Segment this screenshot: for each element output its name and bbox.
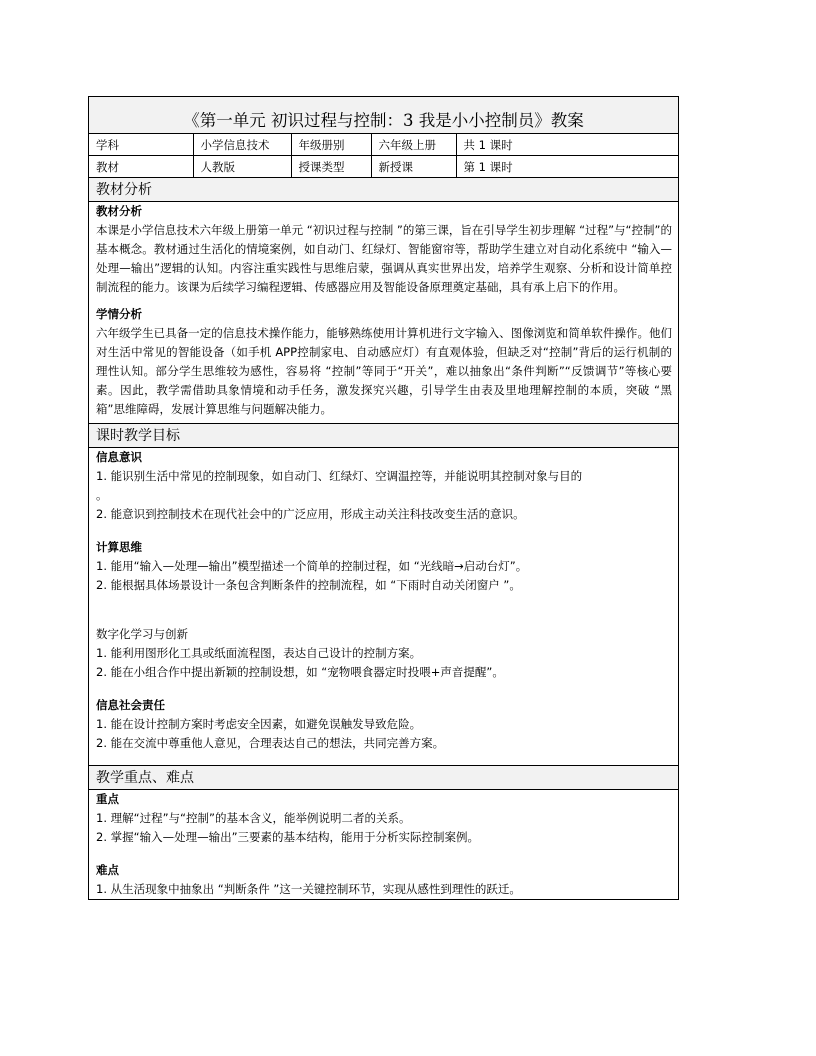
keypoints-heading: 教学重点、难点 [89, 766, 678, 790]
objective-item: 2. 能意识到控制技术在现代社会中的广泛应用，形成主动关注科技改变生活的意识。 [96, 507, 525, 521]
objective-group-title: 信息意识 [96, 450, 142, 464]
current-hour: 第 1 课时 [456, 156, 678, 178]
textbook-analysis-title: 教材分析 [96, 204, 142, 218]
objective-item: 。 [96, 488, 108, 502]
learner-analysis-text: 六年级学生已具备一定的信息技术操作能力，能够熟练使用计算机进行文字输入、图像浏览和简单软件操作。他们对生活中常见的智能设备（如手机 APP控制家电、自动感应灯）有直观体验，但缺乏对“控制”背后的运行机制的理性认知。部分学生思维较为感性，容易将 “控制”等同于“开关”，难以抽象出“条件判断”“反馈调节”等核心要素。因此，教学需借助具象情境和动手任务，激发探究兴趣，引导学生由表及里地理解控制的本质，突破 “黑箱”思维障碍，发展计算思维与问题解决能力。 [96, 326, 672, 416]
total-hours: 共 1 课时 [456, 134, 678, 156]
objectives-section [89, 424, 678, 766]
textbook-value: 人教版 [193, 156, 291, 178]
objective-item: 1. 能利用图形化工具或纸面流程图，表达自己设计的控制方案。 [96, 646, 422, 660]
info-table [89, 134, 678, 178]
keypoints-section [89, 766, 678, 899]
objective-group-title: 数字化学习与创新 [96, 627, 188, 641]
objective-item: 2. 能根据具体场景设计一条包含判断条件的控制流程，如 “下雨时自动关闭窗户 ”。 [96, 578, 521, 592]
focus-item: 1. 理解“过程”与“控制”的基本含义，能举例说明二者的关系。 [96, 811, 411, 825]
objective-group-title: 信息社会责任 [96, 698, 165, 712]
focus-item: 2. 掌握“输入—处理—输出”三要素的基本结构，能用于分析实际控制案例。 [96, 830, 480, 844]
title-row [89, 97, 678, 134]
objectives-heading: 课时教学目标 [89, 424, 678, 448]
difficulty-item: 1. 从生活现象中抽象出 “判断条件 ”这一关键控制环节，实现从感性到理性的跃迁。 [96, 882, 521, 896]
analysis-section [89, 178, 678, 424]
lesson-type-value: 新授课 [371, 156, 456, 178]
info-row-1 [89, 134, 678, 156]
difficulty-title: 难点 [96, 863, 119, 877]
learner-analysis-title: 学情分析 [96, 307, 142, 321]
document-title: 《第一单元 初识过程与控制：3 我是小小控制员》教案 [183, 111, 584, 130]
focus-title: 重点 [96, 792, 119, 806]
objective-item: 2. 能在小组合作中提出新颖的控制设想，如 “宠物喂食器定时投喂+声音提醒”。 [96, 665, 504, 679]
grade-label: 年级册别 [291, 134, 371, 156]
objective-item: 1. 能在设计控制方案时考虑安全因素，如避免误触发导致危险。 [96, 717, 422, 731]
objective-group-title: 计算思维 [96, 540, 142, 554]
objective-item: 1. 能用“输入—处理—输出”模型描述一个简单的控制过程，如 “光线暗→启动台灯”。 [96, 559, 528, 573]
grade-value: 六年级上册 [371, 134, 456, 156]
lesson-plan-document [88, 96, 679, 900]
analysis-heading: 教材分析 [89, 178, 678, 202]
textbook-label: 教材 [89, 156, 193, 178]
objective-item: 1. 能识别生活中常见的控制现象，如自动门、红绿灯、空调温控等，并能说明其控制对象与目的 [96, 469, 583, 483]
textbook-analysis-text: 本课是小学信息技术六年级上册第一单元 “初识过程与控制 ”的第三课，旨在引导学生初步理解 “过程”与“控制”的基本概念。教材通过生活化的情境案例，如自动门、红绿灯、智能窗帘等，帮助学生建立对自动化系统中 “输入—处理—输出”逻辑的认知。内容注重实践性与思维启蒙，强调从真实世界出发，培养学生观察、分析和设计简单控制流程的能力。该课为后续学习编程逻辑、传感器应用及智能设备原理奠定基础，具有承上启下的作用。 [96, 223, 672, 294]
info-row-2 [89, 156, 678, 178]
subject-value: 小学信息技术 [193, 134, 291, 156]
lesson-type-label: 授课类型 [291, 156, 371, 178]
subject-label: 学科 [89, 134, 193, 156]
objective-item: 2. 能在交流中尊重他人意见，合理表达自己的想法，共同完善方案。 [96, 736, 445, 750]
